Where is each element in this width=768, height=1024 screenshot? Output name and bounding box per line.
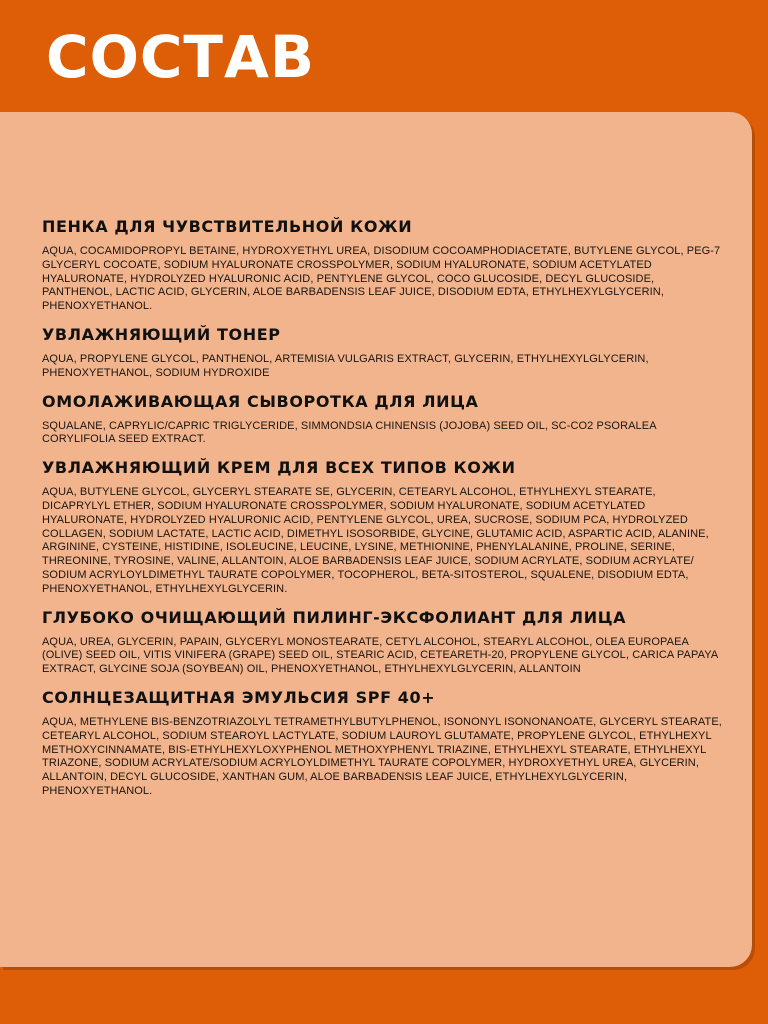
ingredients-card (0, 112, 752, 967)
ingredient-section-sunscreen (42, 689, 722, 799)
section-title: УВЛАЖНЯЮЩИЙ КРЕМ ДЛЯ ВСЕХ ТИПОВ КОЖИ (42, 458, 516, 478)
section-ingredients: AQUA, METHYLENE BIS-BENZOTRIAZOLYL TETRAMETHYLBUTYLPHENOL, ISONONYL ISONONANOATE, GLYCERYL STEARATE, CETEARYL ALCOHOL, SODIUM STEAROYL LACTYLATE, SODIUM LAUROYL GLUTAMATE, PROPYLENE GLYCOL, ETHYLHEXYL METHOXYCINNAMATE, BIS-ETHYLHEXYLOXYPHENOL METHOXYPHENYL TRIAZINE, ETHYLHEXYL STEARATE, ETHYLHEXYL TRIAZONE, SODIUM ACRYLATE/SODIUM ACRYLOYLDIMETHYL TAURATE COPOLYMER, HYDROXYETHYL UREA, GLYCERIN, ALLANTOIN, DECYL GLUCOSIDE, XANTHAN GUM, ALOE BARBADENSIS LEAF JUICE, ETHYLHEXYLGLYCERIN, PHENOXYETHANOL. (42, 715, 722, 797)
section-ingredients: AQUA, PROPYLENE GLYCOL, PANTHENOL, ARTEMISIA VULGARIS EXTRACT, GLYCERIN, ETHYLHEXYLGLYCERIN, PHENOXYETHANOL, SODIUM HYDROXIDE (42, 352, 649, 379)
section-ingredients: AQUA, COCAMIDOPROPYL BETAINE, HYDROXYETHYL UREA, DISODIUM COCOAMPHODIACETATE, BUTYLENE GLYCOL, PEG-7 GLYCERYL COCOATE, SODIUM HYALURONATE CROSSPOLYMER, SODIUM HYALURONATE, SODIUM ACETYLATED HYALURONATE, HYDROLYZED HYALURONIC ACID, PENTYLENE GLYCOL, COCO GLUCOSIDE, DECYL GLUCOSIDE, PANTHENOL, LACTIC ACID, GLYCERIN, ALOE BARBADENSIS LEAF JUICE, DISODIUM EDTA, ETHYLHEXYLGLYCERIN, PHENOXYETHANOL. (42, 245, 721, 313)
ingredients-list (42, 218, 722, 811)
ingredient-section-cream (42, 459, 722, 596)
section-title: УВЛАЖНЯЮЩИЙ ТОНЕР (42, 324, 281, 344)
ingredient-section-toner (42, 326, 722, 381)
section-title: ПЕНКА ДЛЯ ЧУВСТВИТЕЛЬНОЙ КОЖИ (42, 217, 413, 236)
page-title: СОСТАВ (46, 23, 316, 91)
section-title: ГЛУБОКО ОЧИЩАЮЩИЙ ПИЛИНГ-ЭКСФОЛИАНТ ДЛЯ ЛИЦА (42, 607, 627, 627)
ingredient-section-peeling (42, 609, 722, 677)
section-ingredients: AQUA, BUTYLENE GLYCOL, GLYCERYL STEARATE SE, GLYCERIN, CETEARYL ALCOHOL, ETHYLHEXYL STEARATE, DICAPRYLYL ETHER, SODIUM HYALURONATE CROSSPOLYMER, SODIUM HYALURONATE, SODIUM ACETYLATED HYALURONATE, HYDROLYZED HYALURONIC ACID, PENTYLENE GLYCOL, UREA, SUCROSE, SODIUM PCA, HYDROLYZED COLLAGEN, SODIUM LACTATE, LACTIC ACID, DIMETHYL ISOSORBIDE, GLYCINE, GLUTAMIC ACID, ASPARTIC ACID, ALANINE, ARGININE, CYSTEINE, HISTIDINE, ISOLEUCINE, LEUCINE, LYSINE, METHIONINE, PHENYLALANINE, PROLINE, SERINE, THREONINE, TYROSINE, VALINE, ALLANTOIN, ALOE BARBADENSIS LEAF JUICE, SODIUM ACRYLATE, SODIUM ACRYLATE/ SODIUM ACRYLOYLDIMETHYL TAURATE COPOLYMER, TOCOPHEROL, BETA-SITOSTEROL, SQUALENE, DISODIUM EDTA, PHENOXYETHANOL, ETHYLHEXYLGLYCERIN. (42, 486, 709, 595)
section-ingredients: SQUALANE, CAPRYLIC/CAPRIC TRIGLYCERIDE, SIMMONDSIA CHINENSIS (JOJOBA) SEED OIL, SC-CO2 PSORALEA CORYLIFOLIA SEED EXTRACT. (42, 419, 657, 446)
ingredient-section-serum (42, 393, 722, 448)
ingredient-section-foam (42, 218, 722, 314)
section-ingredients: AQUA, UREA, GLYCERIN, PAPAIN, GLYCERYL MONOSTEARATE, CETYL ALCOHOL, STEARYL ALCOHOL, OLEA EUROPAEA (OLIVE) SEED OIL, VITIS VINIFERA (GRAPE) SEED OIL, STEARIC ACID, CETEARETH-20, PROPYLENE GLYCOL, CARICA PAPAYA EXTRACT, GLYCINE SOJA (SOYBEAN) OIL, PHENOXYETHANOL, ETHYLHEXYLGLYCERIN, ALLANTOIN (42, 635, 718, 676)
section-title: СОЛНЦЕЗАЩИТНАЯ ЭМУЛЬСИЯ SPF 40+ (42, 687, 436, 707)
section-title: ОМОЛАЖИВАЮЩАЯ СЫВОРОТКА ДЛЯ ЛИЦА (42, 391, 479, 411)
